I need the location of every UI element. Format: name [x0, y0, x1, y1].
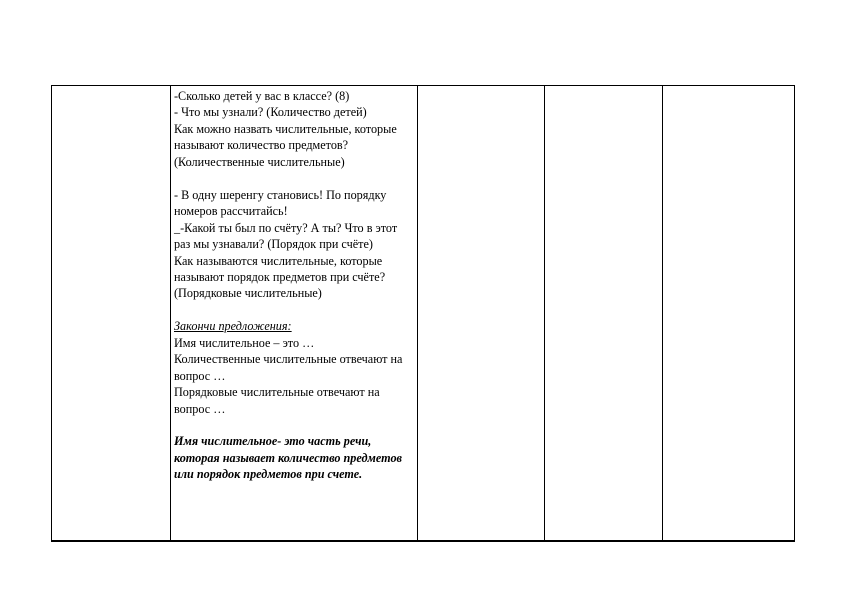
table-cell-col2 [171, 86, 418, 542]
task-title: Закончи предложения: [174, 319, 292, 334]
table-cell-col3 [418, 86, 545, 542]
spacer [174, 417, 414, 433]
spacer [174, 302, 414, 318]
table-cell-col1 [52, 86, 171, 542]
table-row [52, 86, 795, 542]
lesson-content [171, 86, 417, 483]
table-cell-col5 [663, 86, 795, 542]
spacer [174, 170, 414, 186]
questions-quantity: -Сколько детей у вас в классе? (8) - Что мы узнали? (Количество детей) Как можно назвать числительные, которые называют количество предметов? (Количественные числительные) [174, 89, 397, 169]
task-sentences: Имя числительное – это … Количественные числительные отвечают на вопрос … Порядковые числительные отвечают на вопрос … [174, 335, 403, 416]
lesson-plan-table [51, 85, 795, 542]
conclusion-definition: Имя числительное- это часть речи, которая называет количество предметов или порядок предметов при счете. [174, 434, 403, 482]
table-cell-col4 [545, 86, 663, 542]
questions-order: - В одну шеренгу становись! По порядку номеров рассчитайсь! _-Какой ты был по счёту? А ты? Что в этот раз мы узнавали? (Порядок при счёте) Как называются числительные, которые называют порядок предметов при счёте? (Порядковые числительные) [174, 187, 398, 301]
